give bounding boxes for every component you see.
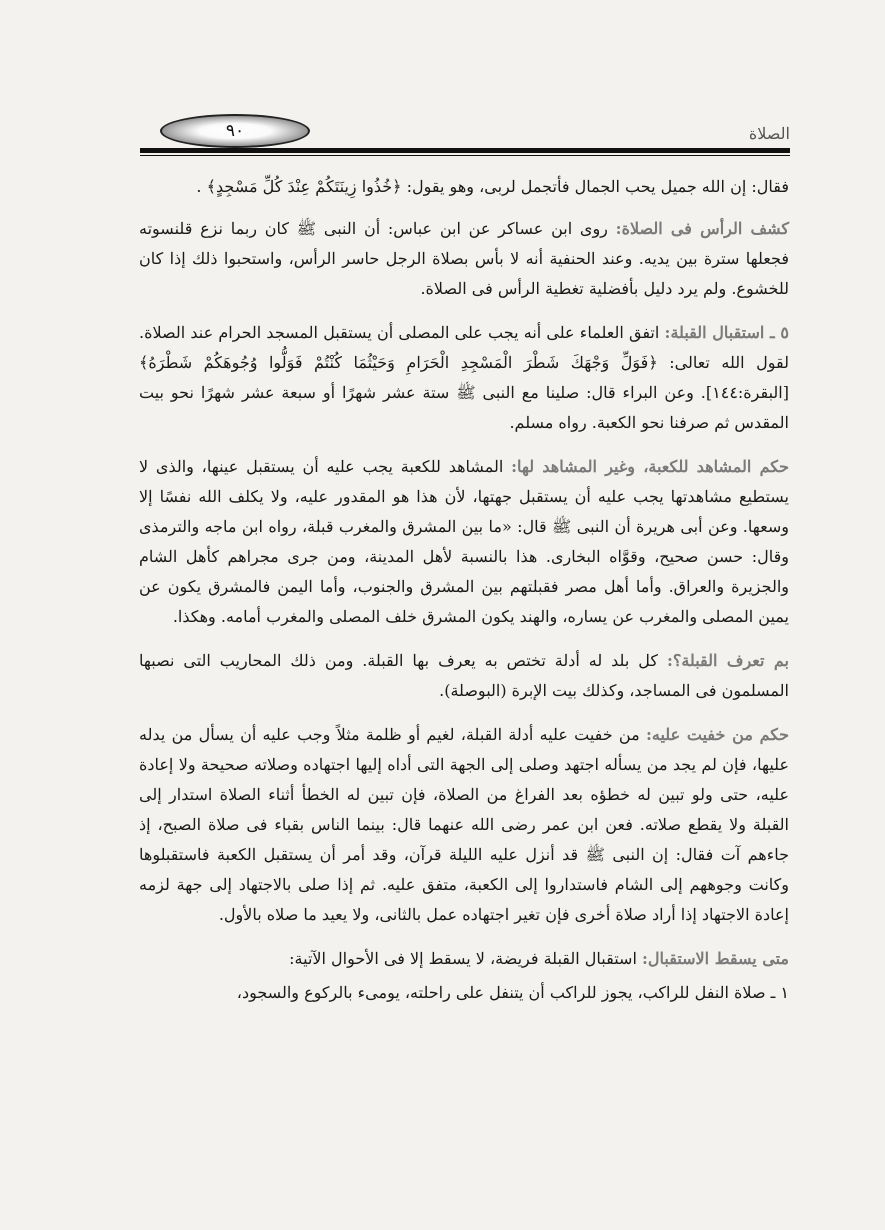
paragraph (139, 720, 789, 930)
section-heading: متى يسقط الاستقبال: (641, 949, 789, 968)
paragraph-text: كل بلد له أدلة تختص به يعرف بها القبلة. ومن ذلك المحاريب التى نصبها المسلمون فى المساجد، وكذلك بيت الإبرة (البوصلة). (139, 651, 789, 700)
page-header (140, 112, 790, 152)
numbered-item-text: ١ ـ صلاة النفل للراكب، يجوز للراكب أن يتنفل على راحلته، يومىء بالركوع والسجود، (236, 983, 789, 1002)
paragraph (139, 646, 789, 706)
numbered-item (139, 978, 789, 1008)
paragraph-text: اتفق العلماء على أنه يجب على المصلى أن يستقبل المسجد الحرام عند الصلاة. لقول الله تعالى: ﴿فَوَلِّ وَجْهَكَ شَطْرَ الْمَسْجِدِ الْحَرَامِ وَحَيْثُمَا كُنْتُمْ فَوَلُّوا وُجُوهَكُمْ شَطْرَهُ﴾ [البقرة:١٤٤]. وعن البراء قال: صلينا مع النبى ﷺ ستة عشر شهرًا أو سبعة عشر شهرًا نحو بيت المقدس ثم صرفنا نحو الكعبة. رواه مسلم. (139, 323, 789, 432)
paragraph (139, 172, 789, 202)
section-heading: بم تعرف القبلة؟: (666, 651, 790, 670)
paragraph-text: المشاهد للكعبة يجب عليه أن يستقبل عينها، والذى لا يستطيع مشاهدتها يجب عليه أن يستقبل جهتها، لأن هذا هو المقدور عليه، ولا يكلف الله نفسًا إلا وسعها. وعن أبى هريرة أن النبى ﷺ قال: «ما بين المشرق والمغرب قبلة، رواه ابن ماجه والترمذى وقال: حسن صحيح، وقوَّاه البخارى. هذا بالنسبة لأهل المدينة، ومن جرى مجراهم كأهل الشام والجزيرة والعراق. وأما أهل مصر فقبلتهم بين المشرق والجنوب، وأما اليمن فالمشرق يكون عن يمين المصلى والمغرب عن يساره، والهند يكون المشرق خلف المصلى والمغرب أمامه. وهكذا. (139, 457, 789, 626)
paragraph (139, 318, 789, 438)
section-heading: كشف الرأس فى الصلاة: (615, 219, 789, 238)
main-text (139, 172, 789, 1022)
section-heading: ٥ ـ استقبال القبلة: (664, 323, 789, 342)
header-rule-thick (140, 148, 790, 153)
header-rule-thin (140, 155, 790, 156)
paragraph-text: فقال: إن الله جميل يحب الجمال فأتجمل لربى، وهو يقول: ﴿خُذُوا زِينَتَكُمْ عِنْدَ كُلِّ مَسْجِدٍ﴾ . (196, 177, 789, 196)
section-heading: حكم المشاهد للكعبة، وغير المشاهد لها: (511, 457, 790, 476)
page-number: ٩٠ (225, 121, 245, 141)
running-title: الصلاة (748, 124, 790, 143)
section-heading: حكم من خفيت عليه: (645, 725, 790, 744)
paragraph (139, 944, 789, 974)
paragraph (139, 214, 789, 304)
paragraph-text: من خفيت عليه أدلة القبلة، لغيم أو ظلمة مثلاً وجب عليه أن يسأل من يدله عليها، فإن لم يجد من يسأله اجتهد وصلى إلى الجهة التى أداه إليها اجتهاده وصلاته صحيحة ولا إعادة عليه، حتى ولو تبين له خطؤه بعد الفراغ من الصلاة، فإن تبين له الخطأ أثناء الصلاة استدار إلى القبلة ولا يقطع صلاته. فعن ابن عمر رضى الله عنهما قال: بينما الناس بقباء فى صلاة الصبح، إذ جاءهم آت فقال: إن النبى ﷺ قد أنزل عليه الليلة قرآن، وقد أمر أن يستقبل الكعبة فاستقبلوها وكانت وجوههم إلى الشام فاستداروا إلى الكعبة، متفق عليه. ثم إذا صلى بالاجتهاد إلى جهة لزمه إعادة الاجتهاد إذا أراد صلاة أخرى فإن تغير اجتهاده عمل بالثانى، ولا يعيد ما صلاه بالأول. (139, 725, 789, 924)
paragraph-text: روى ابن عساكر عن ابن عباس: أن النبى ﷺ كان ربما نزع قلنسوته فجعلها سترة بين يديه. وعند الحنفية أنه لا بأس بصلاة الرجل حاسر الرأس، واستحبوا ذلك إذا كان للخشوع. ولم يرد دليل بأفضلية تغطية الرأس فى الصلاة. (139, 219, 789, 298)
paragraph-text: استقبال القبلة فريضة، لا يسقط إلا فى الأحوال الآتية: (289, 949, 642, 968)
page-number-badge (160, 114, 310, 148)
paragraph (139, 452, 789, 632)
